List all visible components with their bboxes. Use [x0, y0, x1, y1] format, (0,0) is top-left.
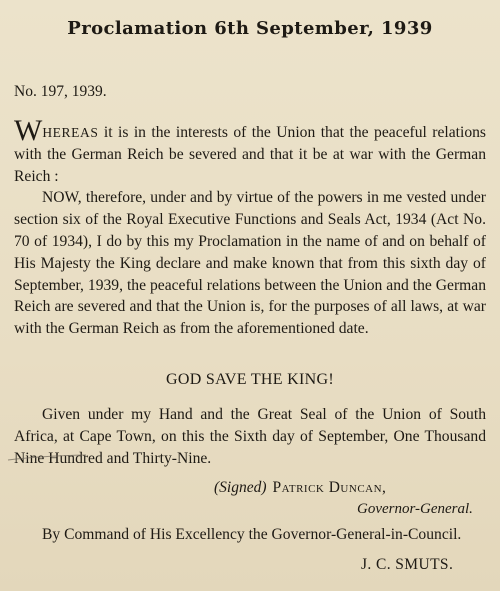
signed-label: (Signed)	[214, 479, 267, 496]
signature-line	[214, 479, 386, 497]
proclamation-heading: Proclamation 6th September, 1939	[67, 18, 433, 39]
signatory-name: Patrick Duncan,	[272, 479, 387, 496]
proclamation-number: No. 197, 1939.	[14, 83, 107, 100]
signatory-title: Governor-General.	[357, 501, 473, 517]
given-paragraph: Given under my Hand and the Great Seal of the Union of South Africa, at Cape Town, on this the Sixth day of September, One Thousand Nine Hundred and Thirty-Nine.	[14, 406, 486, 467]
whereas-text: it is in the interests of the Union that the peaceful relations with the German Reich be severed and that it be at war with the German Reich :	[14, 124, 486, 185]
countersignature: J. C. SMUTS.	[361, 556, 454, 573]
drop-cap: W	[14, 114, 43, 147]
god-save-the-king: GOD SAVE THE KING!	[166, 371, 334, 388]
whereas-opening: HEREAS	[42, 125, 99, 140]
now-paragraph: NOW, therefore, under and by virtue of the powers in me vested under section six of the Royal Executive Functions and Seals Act, 1934 (Act No. 70 of 1934), I do by this my Proclamation in the name of and on behalf of His Majesty the King declare and make known that from this sixth day of September, 1939, the peaceful relations between the Union and the German Reich are severed and that the Union is, for the purposes of all laws, at war with the German Reich as from the aforementioned date.	[14, 189, 486, 338]
command-paragraph: By Command of His Excellency the Governor-General-in-Council.	[42, 526, 462, 543]
